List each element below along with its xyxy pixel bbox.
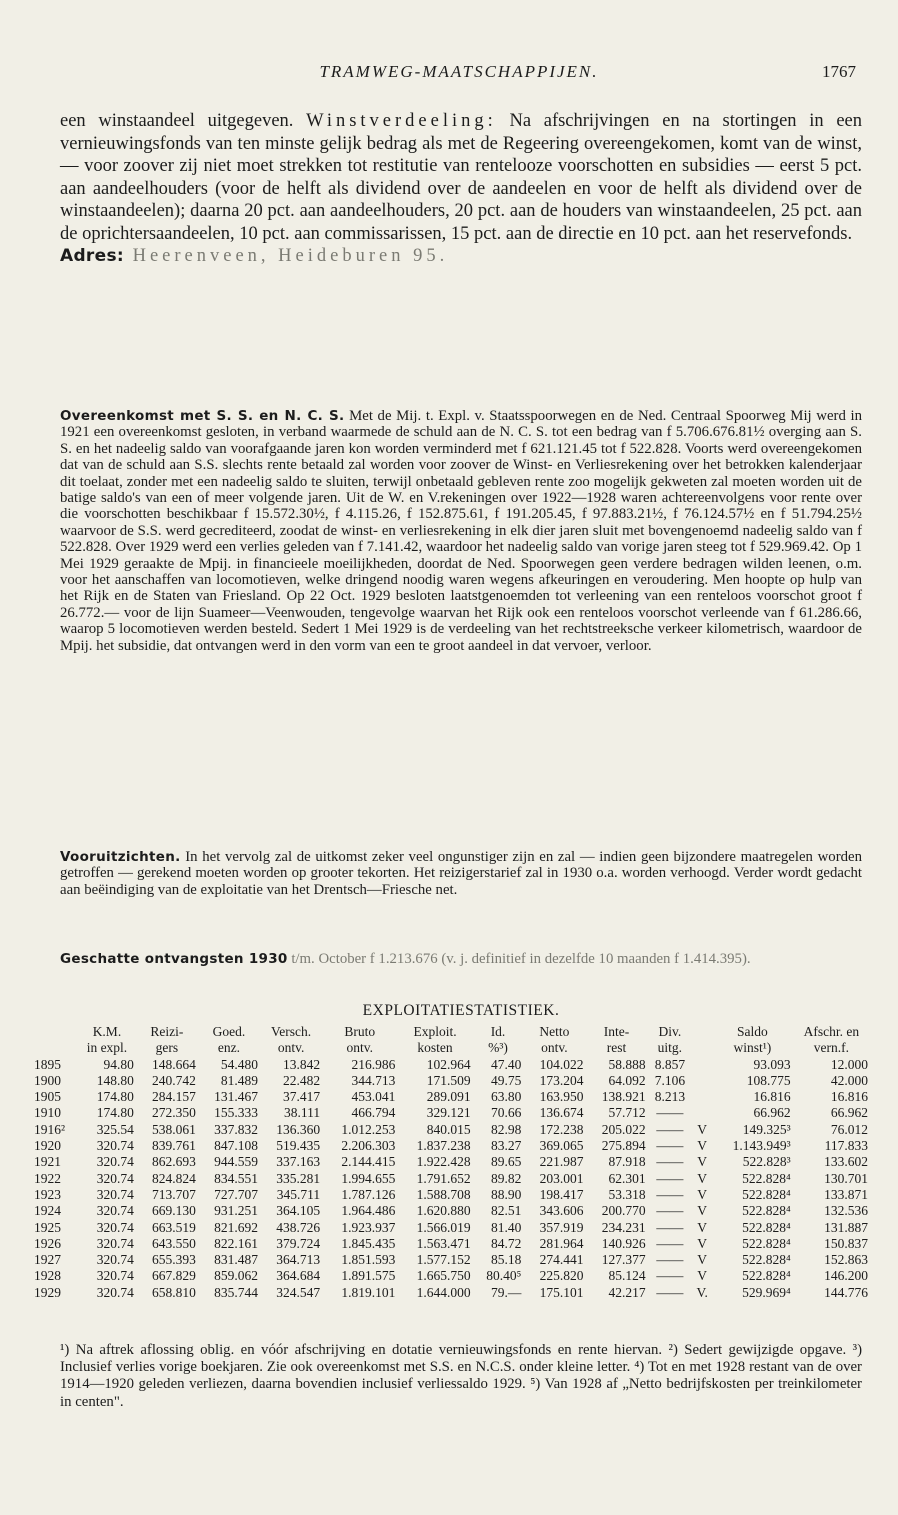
table-cell: 1.819.101	[341, 1284, 396, 1300]
table-cell: V	[697, 1154, 708, 1170]
table-cell: 79.—	[490, 1284, 522, 1300]
table-cell: 663.519	[152, 1219, 196, 1235]
running-title: TRAMWEG-MAATSCHAPPIJEN.	[319, 62, 599, 81]
table-cell: 1.012.253	[341, 1121, 396, 1137]
year-cell: 1922	[34, 1170, 61, 1186]
table-row	[30, 1105, 870, 1121]
table-cell: V	[697, 1203, 708, 1219]
table-row	[30, 1089, 870, 1105]
table-cell: 104.022	[539, 1056, 584, 1072]
table-cell: 216.986	[351, 1056, 396, 1072]
table-cell: 655.393	[152, 1252, 196, 1268]
table-header-cell: %³)	[488, 1040, 508, 1056]
table-cell: 155.333	[214, 1105, 259, 1121]
table-row	[30, 1138, 870, 1154]
table-cell: 174.80	[96, 1105, 134, 1121]
table-cell: 1.588.708	[416, 1186, 471, 1202]
table-cell: 822.161	[214, 1235, 259, 1251]
table-cell: 522.828⁴	[742, 1186, 791, 1202]
table-row	[30, 1252, 870, 1268]
table-cell: 831.487	[214, 1252, 259, 1268]
table-cell: 171.509	[426, 1072, 471, 1088]
table-cell: 76.012	[830, 1121, 868, 1137]
estimated-revenue-paragraph	[60, 951, 862, 967]
paragraph-text: In het vervolg zal de uitkomst zeker veel ongunstiger zijn en zal — indien geen bijzondere maatregelen worden getroffen — gerekend moeten worden op grooter tekorten. Het reizigerstarief zal in 1930 o.a. worden verhoogd. Verder wordt gedacht aan beëindiging van de exploitatie van het Drentsch—Friesche net.	[60, 849, 862, 898]
table-cell: 643.550	[152, 1235, 196, 1251]
table-header-cell: Afschr. en	[803, 1024, 860, 1039]
table-cell: 931.251	[214, 1203, 259, 1219]
table-cell: 1.891.575	[341, 1268, 396, 1284]
table-row	[30, 1073, 870, 1089]
table-cell: V	[697, 1252, 708, 1268]
table-cell: 1.922.428	[416, 1154, 471, 1170]
table-cell: 281.964	[539, 1235, 584, 1251]
table-header-cell: Netto	[539, 1024, 570, 1039]
table-cell: 54.480	[220, 1056, 259, 1072]
table-cell: 453.041	[351, 1089, 396, 1105]
table-cell: 2.144.415	[341, 1154, 396, 1170]
table-cell: 438.726	[276, 1219, 321, 1235]
table-header-cell: K.M.	[92, 1024, 122, 1039]
table-cell: 82.51	[490, 1203, 522, 1219]
agreement-paragraph	[60, 408, 862, 654]
table-cell: 93.093	[753, 1056, 791, 1072]
year-cell: 1916²	[34, 1121, 66, 1137]
table-cell: ——	[656, 1186, 684, 1202]
table-header-cell: ontv.	[541, 1040, 568, 1056]
table-row	[30, 1236, 870, 1252]
table-header-cell: Div.	[658, 1024, 682, 1039]
table-cell: 337.832	[214, 1121, 259, 1137]
section-heading-geschatte-ontvangsten: Geschatte ontvangsten 1930	[60, 951, 288, 967]
paragraph-text: een winstaandeel uitgegeven.	[60, 111, 307, 131]
table-cell: 203.001	[539, 1170, 584, 1186]
table-cell: 131.887	[824, 1219, 868, 1235]
year-cell: 1926	[34, 1235, 61, 1251]
table-cell: 667.829	[152, 1268, 196, 1284]
table-cell: 862.693	[152, 1154, 196, 1170]
table-row	[30, 1285, 870, 1301]
paragraph-text: Na afschrijvingen en na stortingen in een vernieuwingsfonds van ten minste gelijk bedrag als met de Regeering overeengekomen, komt van de winst, — voor zoover zij niet moet strekken tot restitutie van rentelooze voorschotten en subsidies — eerst 5 pct. aan aandeelhouders (voor de helft als dividend over de aandeelen en voor de helft als dividend over de winstaandeelen); daarna 20 pct. aan aandeelhouders, 20 pct. aan de houders van winstaandeelen, 25 pct. aan de oprichtersaandeelen, 10 pct. aan commissarissen, 15 pct. aan de directie en 10 pct. aan het reservefonds.	[60, 111, 862, 244]
table-row	[30, 1220, 870, 1236]
table-cell: 466.794	[351, 1105, 396, 1121]
table-cell: 519.435	[276, 1138, 321, 1154]
table-cell: 174.80	[96, 1089, 134, 1105]
year-cell: 1900	[34, 1072, 61, 1088]
table-header-cell: gers	[155, 1040, 179, 1056]
table-cell: 12.000	[830, 1056, 868, 1072]
table-cell: 205.022	[601, 1121, 646, 1137]
table-cell: 522.828⁴	[742, 1219, 791, 1235]
table-cell: 658.810	[152, 1284, 196, 1300]
table-cell: 49.75	[490, 1072, 522, 1088]
table-cell: 522.828⁴	[742, 1203, 791, 1219]
table-cell: V	[697, 1219, 708, 1235]
table-cell: 81.40	[490, 1219, 522, 1235]
table-cell: 53.318	[608, 1186, 646, 1202]
table-cell: 364.713	[276, 1252, 321, 1268]
table-cell: 325.54	[96, 1121, 134, 1137]
table-cell: 320.74	[96, 1203, 134, 1219]
section-heading-overeenkomst: Overeenkomst met S. S. en N. C. S.	[60, 408, 345, 424]
table-row	[30, 1187, 870, 1203]
table-cell: 149.325³	[742, 1121, 791, 1137]
table-cell: ——	[656, 1284, 684, 1300]
table-row	[30, 1268, 870, 1284]
table-header-cell: Reizi-	[150, 1024, 184, 1039]
table-cell: 136.674	[539, 1105, 584, 1121]
table-cell: ——	[656, 1203, 684, 1219]
table-cell: 320.74	[96, 1138, 134, 1154]
table-cell: 320.74	[96, 1186, 134, 1202]
exploitation-statistics-table	[30, 1024, 870, 1301]
table-cell: 324.547	[276, 1284, 321, 1300]
table-cell: 337.163	[276, 1154, 321, 1170]
table-cell: 70.66	[490, 1105, 522, 1121]
table-cell: 146.200	[824, 1268, 868, 1284]
table-cell: ——	[656, 1219, 684, 1235]
table-cell: 859.062	[214, 1268, 259, 1284]
table-cell: 1.563.471	[416, 1235, 471, 1251]
table-cell: 57.712	[608, 1105, 646, 1121]
table-cell: 16.816	[830, 1089, 868, 1105]
table-cell: 320.74	[96, 1219, 134, 1235]
table-header-row	[30, 1024, 870, 1040]
paragraph-text: Met de Mij. t. Expl. v. Staatsspoorwegen en de Ned. Centraal Spoorweg Mij werd in 1921 een overeenkomst gesloten, in verband waarmede de schuld aan de N. C. S. tot een bedrag van f 5.706.676.81½ overging aan S. S. en het nadeelig saldo van voorafgaande jaren kon worden verminderd met f 621.121.45 tot f 522.828. Voorts werd overeengekomen dat van de schuld aan S.S. slechts rente betaald zal worden voor zoover de Winst- en Verliesrekening over het betrokken kalenderjaar dit toelaat, zonder met een nadeelig saldo te sluiten, terwijl onbetaald gebleven rente zoo mogelijk gekweten zal moeten worden uit de batige saldo's van een of meer volgende jaren. Uit de W. en V.rekeningen over 1922—1928 waren achtereenvolgens voor rente over die voorschotten beschikbaar f 15.572.30½, f 4.115.26, f 152.875.61, f 191.205.45, f 97.883.21½, f 76.124.57½ en f 51.794.25½ waarvoor de S.S. werd gecrediteerd, zoodat de winst- en verliesrekening in elk dier jaren sluit met bovengenoemd nadeelig saldo van f 522.828. Over 1929 werd een verlies geleden van f 7.141.42, waardoor het nadeelig saldo van vorige jaren steeg tot f 529.969.42. Op 1 Mei 1929 geraakte de Mpij. in financieele moeilijkheden, doordat de Ned. Spoorwegen geen verdere bedragen wilden leenen, o.m. voor het aanschaffen van locomotieven, welke dringend noodig waren wegens afkeuringen en veroudering. Men hoopte op hulp van het Rijk en de Staten van Friesland. Op 22 Oct. 1929 besloten laatstgenoemden tot verleening van een renteloos voorschot groot f 26.772.— voor de lijn Suameer—Veenwouden, tengevolge waarvan het Rijk ook een renteloos voorschot verleende van f 61.286.66, waarop 5 locomotieven werden besteld. Sedert 1 Mei 1929 is de verdeeling van het rechtstreeksche verkeer kilometrisch, waardoor de Mpij. het subsidie, dat ontvangen werd in den vorm van een te groot aandeel in dat vervoer, verloor.	[60, 408, 862, 654]
table-cell: 84.72	[490, 1235, 522, 1251]
table-header-cell: enz.	[217, 1040, 241, 1056]
table-row	[30, 1122, 870, 1138]
outlook-paragraph	[60, 849, 862, 898]
footnotes: ¹) Na aftrek aflossing oblig. en vóór afschrijving en dotatie vernieuwingsfonds en rente hiervan. ²) Sedert gewijzigde opgave. ³) Inclusief verlies vorige boekjaren. Zie ook overeenkomst met S.S. en N.C.S. onder kleine letter. ⁴) Tot en met 1928 restant van de over 1914—1920 geleden verliezen, daarna bovendien inclusief verliessaldo 1929. ⁵) Van 1928 af „Netto bedrijfskosten per treinkilometer in centen".	[60, 1342, 862, 1410]
table-body	[30, 1057, 870, 1301]
table-cell: ——	[656, 1154, 684, 1170]
table-cell: 89.65	[490, 1154, 522, 1170]
table-cell: ——	[656, 1170, 684, 1186]
table-cell: 1.851.593	[341, 1252, 396, 1268]
table-cell: 136.360	[276, 1121, 321, 1137]
table-cell: V	[697, 1268, 708, 1284]
table-cell: ——	[656, 1252, 684, 1268]
table-row	[30, 1154, 870, 1170]
table-cell: 175.101	[539, 1284, 584, 1300]
table-cell: 1.964.486	[341, 1203, 396, 1219]
year-cell: 1921	[34, 1154, 61, 1170]
table-cell: ——	[656, 1105, 684, 1121]
table-row	[30, 1057, 870, 1073]
table-row	[30, 1203, 870, 1219]
table-cell: 173.204	[539, 1072, 584, 1088]
table-cell: V	[697, 1170, 708, 1186]
table-cell: 62.301	[608, 1170, 646, 1186]
table-cell: 329.121	[426, 1105, 471, 1121]
table-cell: 357.919	[539, 1219, 584, 1235]
table-cell: 94.80	[103, 1056, 134, 1072]
table-cell: 64.092	[608, 1072, 646, 1088]
table-header-cell: in expl.	[86, 1040, 128, 1056]
table-cell: 150.837	[824, 1235, 868, 1251]
table-cell: 345.711	[276, 1186, 321, 1202]
table-cell: 944.559	[214, 1154, 259, 1170]
table-cell: 289.091	[426, 1089, 471, 1105]
table-cell: 669.130	[152, 1203, 196, 1219]
table-cell: 108.775	[746, 1072, 791, 1088]
year-cell: 1895	[34, 1056, 61, 1072]
table-cell: 138.921	[601, 1089, 646, 1105]
table-cell: 102.964	[426, 1056, 471, 1072]
table-cell: 364.105	[276, 1203, 321, 1219]
year-cell: 1910	[34, 1105, 61, 1121]
table-cell: 275.894	[601, 1138, 646, 1154]
table-cell: 225.820	[539, 1268, 584, 1284]
table-title: EXPLOITATIESTATISTIEK.	[362, 1002, 560, 1019]
table-cell: 172.238	[539, 1121, 584, 1137]
table-header-cell	[692, 1024, 712, 1040]
table-header-cell: winst¹)	[733, 1040, 772, 1056]
table-cell: 22.482	[283, 1072, 321, 1088]
table-cell: 538.061	[152, 1121, 196, 1137]
table-cell: 1.577.152	[416, 1252, 471, 1268]
paragraph-text: t/m. October f 1.213.676 (v. j. definitief in dezelfde 10 maanden f 1.414.395).	[287, 951, 751, 967]
table-cell: 221.987	[539, 1154, 584, 1170]
table-cell	[692, 1057, 712, 1073]
table-row	[30, 1171, 870, 1187]
table-cell: 1.143.949³	[732, 1138, 791, 1154]
table-cell: 1.665.750	[416, 1268, 471, 1284]
table-header-cell: Id.	[490, 1024, 506, 1039]
table-cell: 42.217	[608, 1284, 646, 1300]
profit-distribution-paragraph	[60, 110, 862, 268]
table-cell: 713.707	[152, 1186, 196, 1202]
table-cell: V.	[696, 1284, 708, 1300]
table-cell: 133.871	[824, 1186, 868, 1202]
address-value: Heerenveen, Heideburen 95.	[123, 246, 449, 266]
table-cell: 1.837.238	[416, 1138, 471, 1154]
table-cell: 840.015	[426, 1121, 471, 1137]
table-cell: 529.969⁴	[742, 1284, 791, 1300]
section-heading-winstverdeeling: Winstverdeeling:	[306, 111, 497, 131]
table-cell: 824.824	[152, 1170, 196, 1186]
table-cell: 38.111	[284, 1105, 321, 1121]
table-cell: 821.692	[214, 1219, 259, 1235]
table-cell: 87.918	[608, 1154, 646, 1170]
table-header-cell: rest	[606, 1040, 627, 1056]
table-cell: 522.828⁴	[742, 1252, 791, 1268]
table-cell: 42.000	[830, 1072, 868, 1088]
table-header-cell	[692, 1040, 712, 1056]
table-cell: 47.40	[490, 1056, 522, 1072]
table-header-cell: Bruto	[344, 1024, 376, 1039]
year-cell: 1928	[34, 1268, 61, 1284]
table-header-cell: kosten	[417, 1040, 453, 1056]
table-cell: 152.863	[824, 1252, 868, 1268]
table-cell: 85.18	[490, 1252, 522, 1268]
table-header-cell	[30, 1040, 78, 1056]
year-cell: 1929	[34, 1284, 61, 1300]
table-cell: 847.108	[214, 1138, 259, 1154]
table-cell: 379.724	[276, 1235, 321, 1251]
table-cell: 117.833	[824, 1138, 868, 1154]
table-cell: 522.828³	[742, 1154, 791, 1170]
table-cell: 16.816	[753, 1089, 791, 1105]
table-header-cell: Exploit.	[413, 1024, 457, 1039]
table-header-cell: Versch.	[271, 1024, 312, 1039]
table-cell: ——	[656, 1138, 684, 1154]
table-cell: 89.82	[490, 1170, 522, 1186]
table-cell: 320.74	[96, 1284, 134, 1300]
table-header-cell: Saldo	[737, 1024, 768, 1039]
table-cell: 1.566.019	[416, 1219, 471, 1235]
table-header-cell: uitg.	[657, 1040, 683, 1056]
table-cell: V	[697, 1121, 708, 1137]
table-cell: 83.27	[490, 1138, 522, 1154]
table-header-cell: vern.f.	[813, 1040, 849, 1056]
table-cell: 58.888	[608, 1056, 646, 1072]
table-cell: 284.157	[152, 1089, 196, 1105]
table-cell: 522.828⁴	[742, 1268, 791, 1284]
table-cell: 1.923.937	[341, 1219, 396, 1235]
table-cell: 343.606	[539, 1203, 584, 1219]
table-cell: 234.231	[601, 1219, 646, 1235]
table-cell: 200.770	[601, 1203, 646, 1219]
table-cell: 274.441	[539, 1252, 584, 1268]
year-cell: 1925	[34, 1219, 61, 1235]
table-cell: 66.962	[830, 1105, 868, 1121]
table-cell: 344.713	[351, 1072, 396, 1088]
table-cell: 13.842	[283, 1056, 321, 1072]
table-cell: 148.80	[96, 1072, 134, 1088]
address-label: Adres:	[60, 246, 124, 266]
table-cell: 82.98	[490, 1121, 522, 1137]
table-header-cell	[30, 1024, 78, 1040]
table-cell: V	[697, 1235, 708, 1251]
table-cell: 1.620.880	[416, 1203, 471, 1219]
table-cell: 127.377	[601, 1252, 646, 1268]
table-cell: 522.828⁴	[742, 1235, 791, 1251]
table-cell: 1.787.126	[341, 1186, 396, 1202]
table-cell: 240.742	[152, 1072, 196, 1088]
table-header-cell: Inte-	[603, 1024, 630, 1039]
running-header	[60, 62, 858, 86]
table-cell: 7.106	[654, 1072, 686, 1088]
table-cell: 364.684	[276, 1268, 321, 1284]
table-cell: 131.467	[214, 1089, 259, 1105]
table-cell: ——	[656, 1235, 684, 1251]
table-cell: 522.828⁴	[742, 1170, 791, 1186]
table-cell: 320.74	[96, 1252, 134, 1268]
table-cell	[692, 1089, 712, 1105]
table-header-row	[30, 1040, 870, 1056]
year-cell: 1924	[34, 1203, 61, 1219]
table-cell: 335.281	[276, 1170, 321, 1186]
table-cell: 130.701	[824, 1170, 868, 1186]
table-cell: 198.417	[539, 1186, 584, 1202]
table-cell: 8.213	[654, 1089, 686, 1105]
table-header-cell: ontv.	[277, 1040, 305, 1056]
table-cell: 66.962	[753, 1105, 791, 1121]
table-cell: 320.74	[96, 1170, 134, 1186]
year-cell: 1923	[34, 1186, 61, 1202]
table-cell: 320.74	[96, 1235, 134, 1251]
table-cell: 320.74	[96, 1268, 134, 1284]
table-cell: ——	[656, 1268, 684, 1284]
year-cell: 1920	[34, 1138, 61, 1154]
table-cell: 839.761	[152, 1138, 196, 1154]
section-heading-vooruitzichten: Vooruitzichten.	[60, 849, 181, 865]
table-cell	[692, 1105, 712, 1121]
table-cell: V	[697, 1138, 708, 1154]
table-cell: 727.707	[214, 1186, 259, 1202]
table-cell: 834.551	[214, 1170, 259, 1186]
table-cell: 369.065	[539, 1138, 584, 1154]
table-header-cell: ontv.	[346, 1040, 374, 1056]
table-cell: 63.80	[490, 1089, 522, 1105]
table-cell: 133.602	[824, 1154, 868, 1170]
table-cell: 8.857	[654, 1056, 686, 1072]
table-cell: 148.664	[152, 1056, 196, 1072]
table-cell: 81.489	[220, 1072, 259, 1088]
table-cell: 140.926	[601, 1235, 646, 1251]
table-cell: 132.536	[824, 1203, 868, 1219]
table-cell: 272.350	[152, 1105, 196, 1121]
table-cell: 85.124	[608, 1268, 646, 1284]
table-cell: ——	[656, 1121, 684, 1137]
table-cell: V	[697, 1186, 708, 1202]
table-cell: 1.644.000	[416, 1284, 471, 1300]
table-cell: 88.90	[490, 1186, 522, 1202]
table-cell: 144.776	[824, 1284, 868, 1300]
page-number: 1767	[822, 62, 856, 81]
table-cell: 320.74	[96, 1154, 134, 1170]
year-cell: 1927	[34, 1252, 61, 1268]
table-cell: 37.417	[283, 1089, 321, 1105]
table-cell: 835.744	[214, 1284, 259, 1300]
table-cell: 1.994.655	[341, 1170, 396, 1186]
table-cell: 1.791.652	[416, 1170, 471, 1186]
table-cell: 2.206.303	[341, 1138, 396, 1154]
year-cell: 1905	[34, 1089, 61, 1105]
table-cell: 163.950	[539, 1089, 584, 1105]
table-header-cell: Goed.	[212, 1024, 246, 1039]
table-cell: 80.40⁵	[486, 1268, 522, 1284]
table-cell	[692, 1073, 712, 1089]
table-cell: 1.845.435	[341, 1235, 396, 1251]
